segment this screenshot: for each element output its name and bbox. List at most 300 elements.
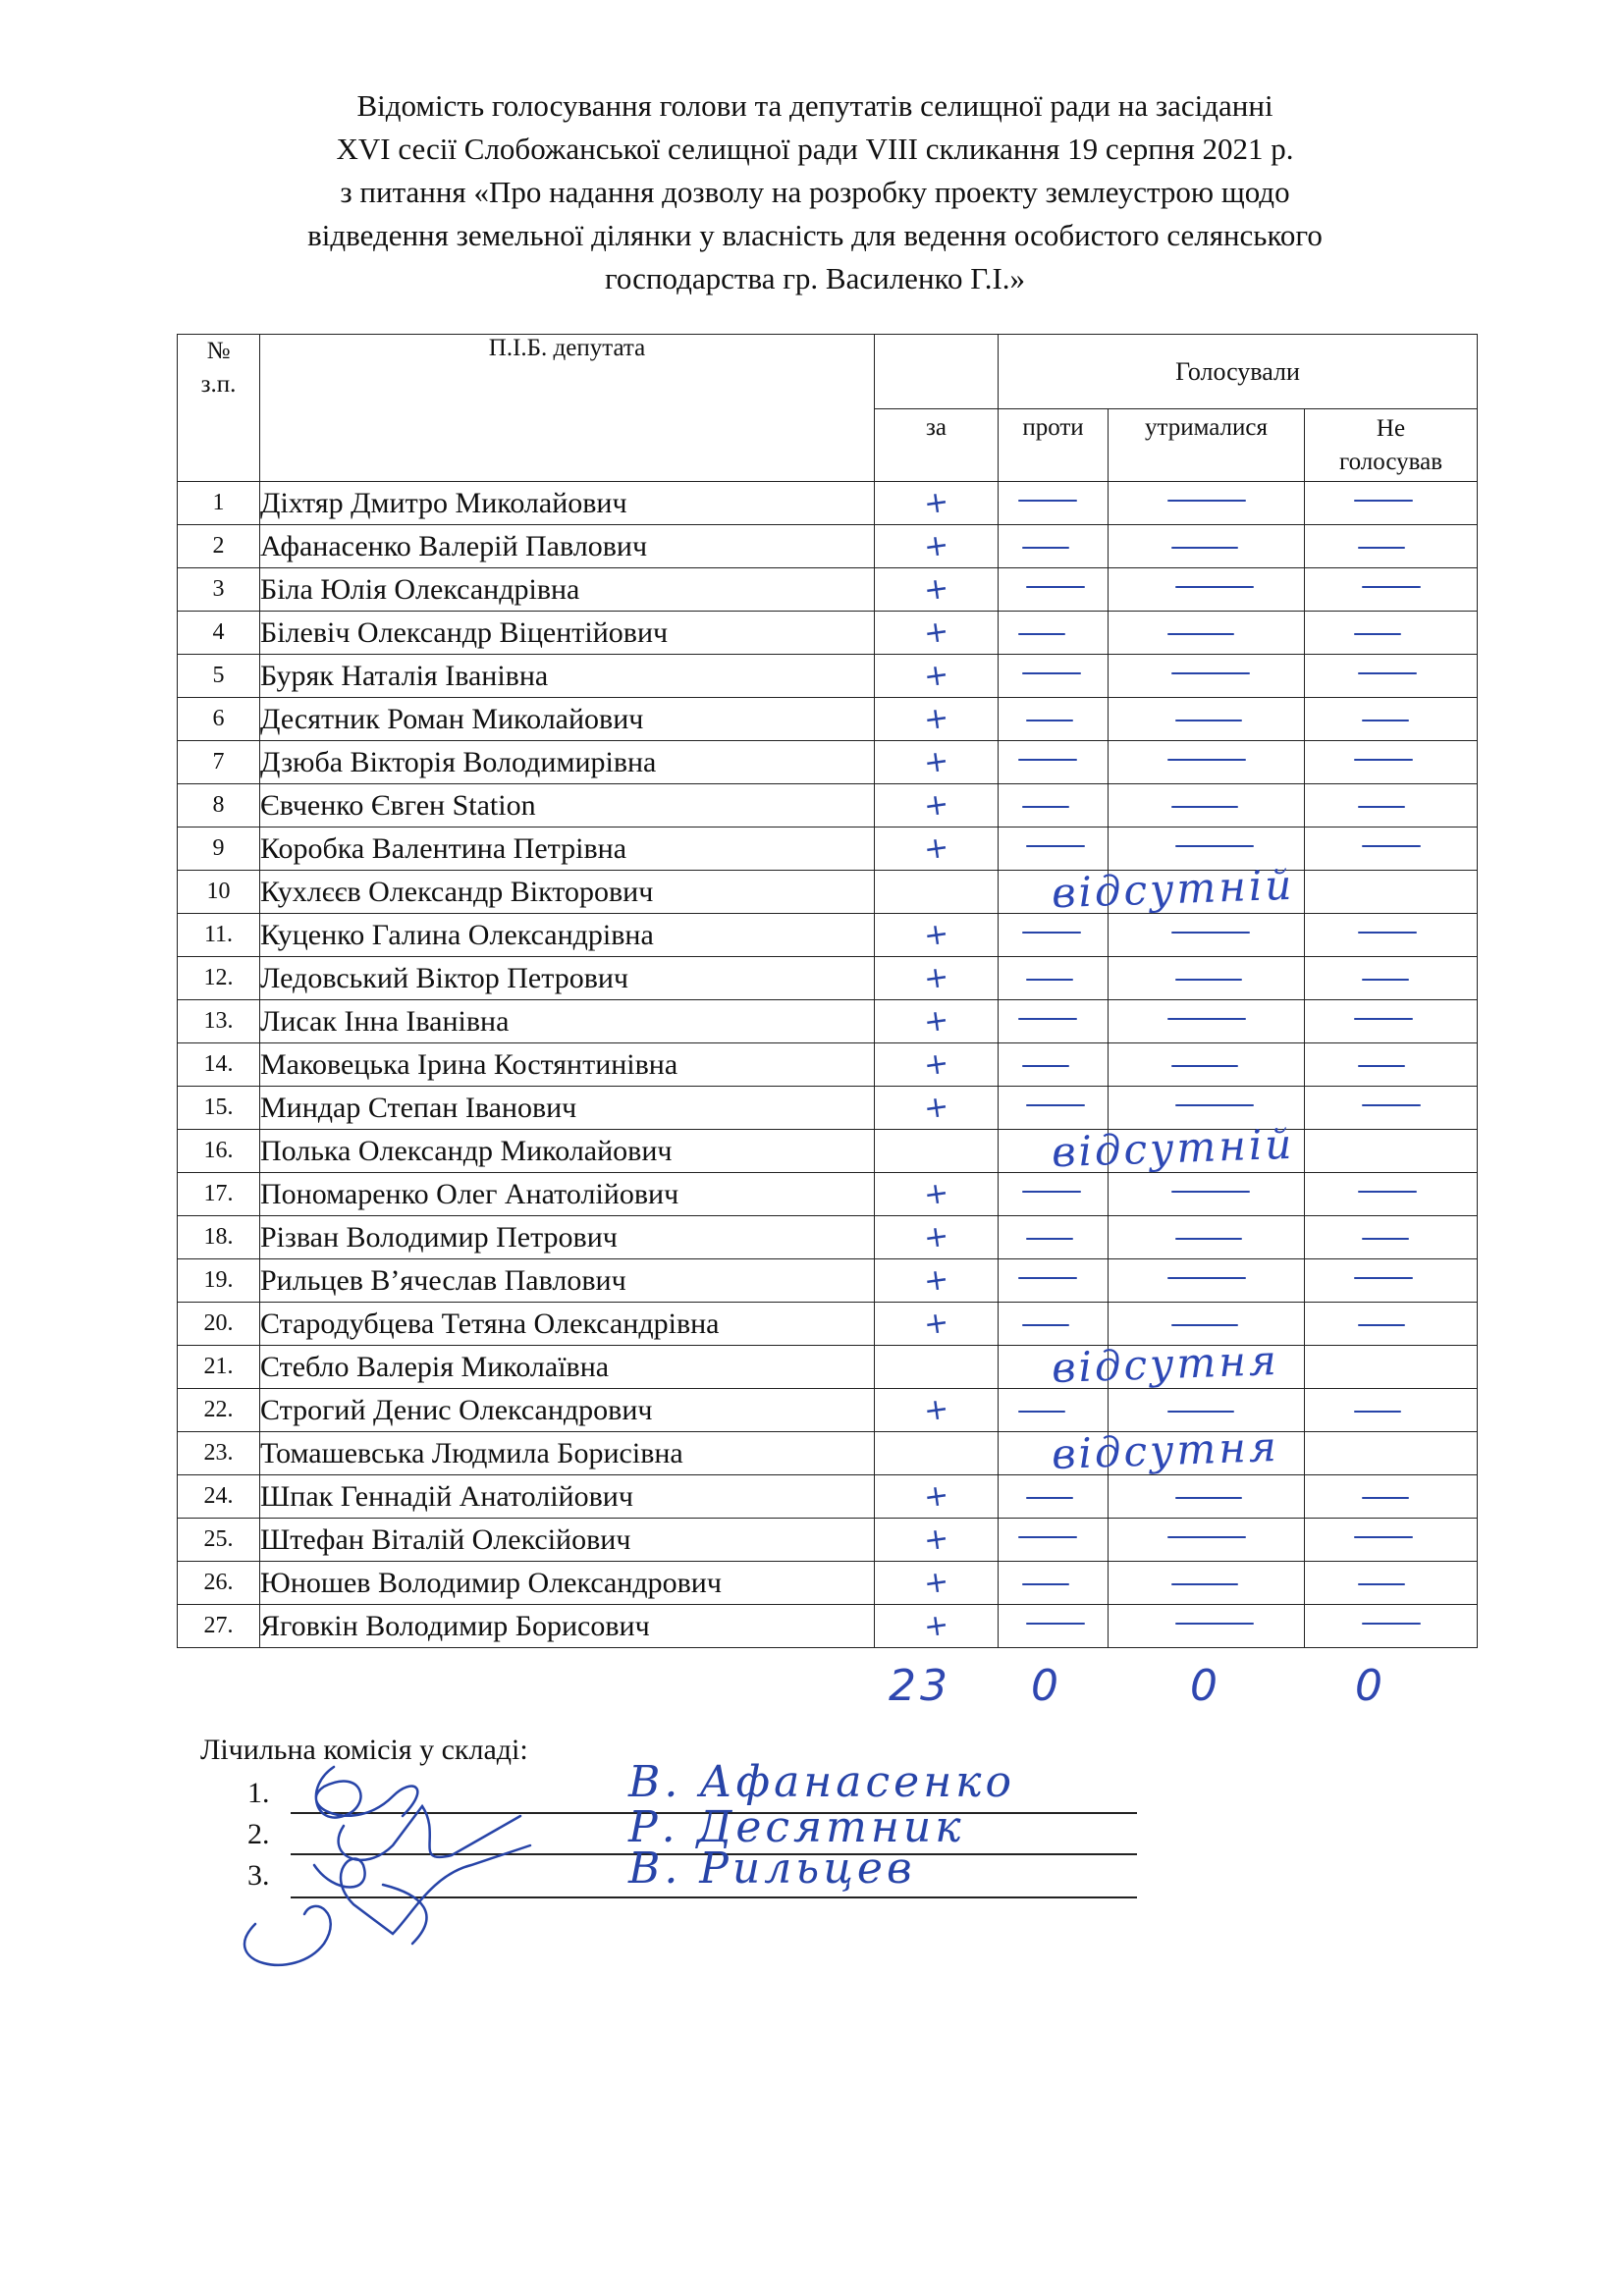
handwritten-signatures bbox=[196, 1747, 628, 1983]
vote-for-cell bbox=[875, 698, 999, 741]
row-number: 11. bbox=[178, 914, 260, 957]
vote-abstained-cell bbox=[1109, 914, 1305, 957]
deputy-name: Яговкін Володимир Борисович bbox=[260, 1605, 875, 1648]
header-not-voted-line2: голосував bbox=[1338, 448, 1443, 475]
vote-for-cell bbox=[875, 1432, 999, 1475]
vote-for-cell bbox=[875, 741, 999, 784]
row-number: 12. bbox=[178, 957, 260, 1000]
vote-against-cell bbox=[999, 525, 1109, 568]
deputy-name: Юношев Володимир Олександрович bbox=[260, 1562, 875, 1605]
vote-dash-mark bbox=[1175, 720, 1242, 721]
vote-plus-mark: + bbox=[921, 1521, 951, 1559]
vote-dash-mark bbox=[1171, 1065, 1238, 1067]
vote-abstained-cell bbox=[1109, 1475, 1305, 1519]
vote-plus-mark: + bbox=[921, 657, 951, 695]
vote-for-cell bbox=[875, 1562, 999, 1605]
vote-against-cell bbox=[999, 828, 1109, 871]
deputy-name: Білевіч Олександр Віцентійович bbox=[260, 612, 875, 655]
vote-abstained-cell bbox=[1109, 1043, 1305, 1087]
vote-against-cell bbox=[999, 1421, 1280, 1479]
vote-against-cell bbox=[999, 1259, 1109, 1303]
title-line-2: XVI сесії Слобожанської селищної ради VIII скликання 19 серпня 2021 р. bbox=[336, 132, 1294, 166]
row-number: 6 bbox=[178, 698, 260, 741]
table-row bbox=[178, 957, 1478, 1000]
vote-abstained-cell bbox=[1109, 1000, 1305, 1043]
total-abstained: 0 bbox=[1190, 1661, 1221, 1711]
vote-abstained-cell bbox=[1109, 655, 1305, 698]
absent-note: відсутній bbox=[1051, 1119, 1296, 1177]
deputy-name: Афанасенко Валерій Павлович bbox=[260, 525, 875, 568]
vote-dash-mark bbox=[1362, 1238, 1409, 1240]
vote-not-voted-cell bbox=[1305, 568, 1478, 612]
vote-dash-mark bbox=[1175, 845, 1254, 847]
vote-against-cell bbox=[999, 1519, 1109, 1562]
vote-for-cell bbox=[875, 1259, 999, 1303]
vote-against-cell bbox=[999, 741, 1109, 784]
vote-plus-mark: + bbox=[921, 959, 951, 997]
vote-dash-mark bbox=[1358, 672, 1417, 674]
row-number: 22. bbox=[178, 1389, 260, 1432]
vote-dash-mark bbox=[1018, 1277, 1077, 1279]
vote-not-voted-cell bbox=[1305, 1216, 1478, 1259]
row-number: 14. bbox=[178, 1043, 260, 1087]
header-number-symbol: № bbox=[206, 338, 231, 364]
table-row bbox=[178, 482, 1478, 525]
vote-for-cell bbox=[875, 1605, 999, 1648]
vote-not-voted-cell bbox=[1305, 1303, 1478, 1346]
vote-abstained-cell bbox=[1109, 871, 1305, 914]
vote-dash-mark bbox=[1022, 1191, 1081, 1193]
vote-not-voted-cell bbox=[1305, 1130, 1478, 1173]
vote-for-cell bbox=[875, 914, 999, 957]
table-row bbox=[178, 1043, 1478, 1087]
vote-for-cell bbox=[875, 1173, 999, 1216]
vote-abstained-cell bbox=[1109, 698, 1305, 741]
vote-not-voted-cell bbox=[1305, 914, 1478, 957]
vote-plus-mark: + bbox=[921, 570, 951, 609]
vote-not-voted-cell bbox=[1305, 1432, 1478, 1475]
vote-plus-mark: + bbox=[921, 1002, 951, 1041]
row-number: 26. bbox=[178, 1562, 260, 1605]
vote-dash-mark bbox=[1362, 586, 1421, 588]
vote-for-cell bbox=[875, 1519, 999, 1562]
header-number-abbr: з.п. bbox=[200, 371, 237, 398]
vote-for-cell bbox=[875, 871, 999, 914]
vote-against-cell bbox=[999, 1087, 1109, 1130]
vote-dash-mark bbox=[1022, 1324, 1069, 1326]
vote-abstained-cell bbox=[1109, 1519, 1305, 1562]
vote-plus-mark: + bbox=[921, 527, 951, 565]
vote-for-cell bbox=[875, 1346, 999, 1389]
vote-not-voted-cell bbox=[1305, 784, 1478, 828]
vote-dash-mark bbox=[1354, 633, 1401, 635]
table-body bbox=[178, 482, 1478, 1648]
table-row bbox=[178, 784, 1478, 828]
vote-plus-mark: + bbox=[921, 1089, 951, 1127]
vote-dash-mark bbox=[1018, 633, 1065, 635]
vote-dash-mark bbox=[1026, 979, 1073, 981]
vote-abstained-cell bbox=[1109, 957, 1305, 1000]
voting-table bbox=[177, 334, 1478, 1648]
committee-member-2: Р. Десятник bbox=[628, 1802, 965, 1852]
vote-abstained-cell bbox=[1109, 1346, 1305, 1389]
vote-for-cell bbox=[875, 1043, 999, 1087]
table-row bbox=[178, 1519, 1478, 1562]
vote-dash-mark bbox=[1167, 1018, 1246, 1020]
vote-against-cell bbox=[999, 1389, 1109, 1432]
committee-number-2: 2. bbox=[247, 1818, 270, 1850]
vote-abstained-cell bbox=[1109, 1605, 1305, 1648]
vote-dash-mark bbox=[1018, 500, 1077, 502]
row-number: 24. bbox=[178, 1475, 260, 1519]
vote-for-cell bbox=[875, 1216, 999, 1259]
title-line-1: Відомість голосування голови та депутатів селищної ради на засіданні bbox=[356, 88, 1273, 123]
vote-not-voted-cell bbox=[1305, 1605, 1478, 1648]
vote-dash-mark bbox=[1026, 720, 1073, 721]
row-number: 8 bbox=[178, 784, 260, 828]
vote-plus-mark: + bbox=[921, 1477, 951, 1516]
table-row bbox=[178, 1562, 1478, 1605]
vote-plus-mark: + bbox=[921, 829, 951, 868]
vote-abstained-cell bbox=[1109, 525, 1305, 568]
vote-dash-mark bbox=[1026, 1497, 1073, 1499]
vote-dash-mark bbox=[1022, 1583, 1069, 1585]
row-number: 25. bbox=[178, 1519, 260, 1562]
vote-dash-mark bbox=[1167, 500, 1246, 502]
deputy-name: Коробка Валентина Петрівна bbox=[260, 828, 875, 871]
vote-dash-mark bbox=[1171, 1191, 1250, 1193]
vote-dash-mark bbox=[1175, 586, 1254, 588]
deputy-name: Стебло Валерія Миколаївна bbox=[260, 1346, 875, 1389]
vote-dash-mark bbox=[1018, 1411, 1065, 1413]
vote-against-cell bbox=[999, 482, 1109, 525]
table-row bbox=[178, 1000, 1478, 1043]
vote-for-cell bbox=[875, 655, 999, 698]
row-number: 9 bbox=[178, 828, 260, 871]
vote-abstained-cell bbox=[1109, 1432, 1305, 1475]
title-line-3: з питання «Про надання дозволу на розробку проекту землеустрою щодо bbox=[340, 175, 1290, 209]
committee-number-3: 3. bbox=[247, 1859, 270, 1892]
header-voted: Голосували bbox=[999, 335, 1478, 409]
deputy-name: Дзюба Вікторія Володимирівна bbox=[260, 741, 875, 784]
vote-dash-mark bbox=[1362, 1104, 1421, 1106]
row-number: 10 bbox=[178, 871, 260, 914]
vote-abstained-cell bbox=[1109, 784, 1305, 828]
vote-abstained-cell bbox=[1109, 612, 1305, 655]
vote-dash-mark bbox=[1354, 1277, 1413, 1279]
vote-not-voted-cell bbox=[1305, 1173, 1478, 1216]
vote-for-cell bbox=[875, 482, 999, 525]
vote-against-cell bbox=[999, 655, 1109, 698]
vote-dash-mark bbox=[1026, 586, 1085, 588]
vote-dash-mark bbox=[1018, 1018, 1077, 1020]
row-number: 2 bbox=[178, 525, 260, 568]
table-row bbox=[178, 1259, 1478, 1303]
row-number: 18. bbox=[178, 1216, 260, 1259]
vote-plus-mark: + bbox=[921, 1305, 951, 1343]
vote-for-cell bbox=[875, 828, 999, 871]
table-row bbox=[178, 1216, 1478, 1259]
vote-dash-mark bbox=[1167, 1277, 1246, 1279]
vote-not-voted-cell bbox=[1305, 957, 1478, 1000]
header-for: за bbox=[875, 409, 999, 482]
vote-for-cell bbox=[875, 1087, 999, 1130]
table-row bbox=[178, 1346, 1478, 1389]
vote-not-voted-cell bbox=[1305, 1562, 1478, 1605]
vote-against-cell bbox=[999, 1335, 1280, 1393]
vote-dash-mark bbox=[1026, 1238, 1073, 1240]
vote-dash-mark bbox=[1167, 1411, 1234, 1413]
deputy-name: Євченко Євген Station bbox=[260, 784, 875, 828]
vote-plus-mark: + bbox=[921, 700, 951, 738]
vote-dash-mark bbox=[1354, 1018, 1413, 1020]
row-number: 1 bbox=[178, 482, 260, 525]
table-row bbox=[178, 525, 1478, 568]
row-number: 15. bbox=[178, 1087, 260, 1130]
table-row bbox=[178, 1432, 1478, 1475]
header-deputy-name: П.І.Б. депутата bbox=[260, 335, 875, 482]
vote-against-cell bbox=[999, 860, 1296, 918]
deputy-name: Полька Олександр Миколайович bbox=[260, 1130, 875, 1173]
vote-for-cell bbox=[875, 957, 999, 1000]
vote-against-cell bbox=[999, 1119, 1296, 1177]
vote-dash-mark bbox=[1362, 1623, 1421, 1625]
vote-dash-mark bbox=[1171, 547, 1238, 549]
deputy-name: Ледовський Віктор Петрович bbox=[260, 957, 875, 1000]
total-not-voted: 0 bbox=[1355, 1661, 1386, 1711]
table-row bbox=[178, 914, 1478, 957]
header-not-voted-line1: Не bbox=[1376, 414, 1406, 442]
deputy-name: Десятник Роман Миколайович bbox=[260, 698, 875, 741]
vote-dash-mark bbox=[1171, 932, 1250, 934]
vote-abstained-cell bbox=[1109, 741, 1305, 784]
deputy-name: Строгий Денис Олександрович bbox=[260, 1389, 875, 1432]
vote-dash-mark bbox=[1167, 1536, 1246, 1538]
vote-dash-mark bbox=[1358, 547, 1405, 549]
deputy-name: Маковецька Ірина Костянтинівна bbox=[260, 1043, 875, 1087]
vote-against-cell bbox=[999, 1216, 1109, 1259]
vote-dash-mark bbox=[1358, 806, 1405, 808]
vote-dash-mark bbox=[1022, 806, 1069, 808]
vote-dash-mark bbox=[1175, 1497, 1242, 1499]
vote-for-cell bbox=[875, 1000, 999, 1043]
vote-plus-mark: + bbox=[921, 916, 951, 954]
vote-not-voted-cell bbox=[1305, 525, 1478, 568]
table-row bbox=[178, 1130, 1478, 1173]
absent-note: відсутній bbox=[1051, 860, 1296, 918]
vote-for-cell bbox=[875, 1130, 999, 1173]
vote-plus-mark: + bbox=[921, 1218, 951, 1256]
table-row bbox=[178, 698, 1478, 741]
vote-not-voted-cell bbox=[1305, 871, 1478, 914]
vote-dash-mark bbox=[1354, 1411, 1401, 1413]
vote-dash-mark bbox=[1358, 1324, 1405, 1326]
vote-dash-mark bbox=[1358, 1191, 1417, 1193]
row-number: 3 bbox=[178, 568, 260, 612]
header-number bbox=[178, 335, 260, 482]
committee-member-1: В. Афанасенко bbox=[628, 1757, 1015, 1807]
vote-abstained-cell bbox=[1109, 1562, 1305, 1605]
table-row bbox=[178, 871, 1478, 914]
vote-plus-mark: + bbox=[921, 484, 951, 522]
vote-dash-mark bbox=[1026, 1623, 1085, 1625]
vote-against-cell bbox=[999, 1605, 1109, 1648]
vote-not-voted-cell bbox=[1305, 1043, 1478, 1087]
vote-against-cell bbox=[999, 1303, 1109, 1346]
deputy-name: Різван Володимир Петрович bbox=[260, 1216, 875, 1259]
vote-dash-mark bbox=[1362, 979, 1409, 981]
vote-dash-mark bbox=[1354, 1536, 1413, 1538]
vote-against-cell bbox=[999, 698, 1109, 741]
deputy-name: Лисак Інна Іванівна bbox=[260, 1000, 875, 1043]
header-abstained: утрималися bbox=[1109, 409, 1305, 482]
vote-for-cell bbox=[875, 568, 999, 612]
vote-not-voted-cell bbox=[1305, 741, 1478, 784]
row-number: 23. bbox=[178, 1432, 260, 1475]
vote-not-voted-cell bbox=[1305, 1475, 1478, 1519]
vote-not-voted-cell bbox=[1305, 655, 1478, 698]
vote-for-cell bbox=[875, 1389, 999, 1432]
vote-for-cell bbox=[875, 784, 999, 828]
vote-dash-mark bbox=[1171, 1583, 1238, 1585]
vote-plus-mark: + bbox=[921, 1391, 951, 1429]
vote-not-voted-cell bbox=[1305, 1389, 1478, 1432]
total-against: 0 bbox=[1031, 1661, 1062, 1711]
vote-abstained-cell bbox=[1109, 1216, 1305, 1259]
total-for: 23 bbox=[889, 1661, 951, 1711]
deputy-name: Куценко Галина Олександрівна bbox=[260, 914, 875, 957]
vote-dash-mark bbox=[1358, 1583, 1405, 1585]
row-number: 16. bbox=[178, 1130, 260, 1173]
table-row bbox=[178, 568, 1478, 612]
deputy-name: Буряк Наталія Іванівна bbox=[260, 655, 875, 698]
vote-not-voted-cell bbox=[1305, 482, 1478, 525]
document-title bbox=[147, 84, 1483, 300]
table-row bbox=[178, 1389, 1478, 1432]
vote-not-voted-cell bbox=[1305, 1519, 1478, 1562]
vote-dash-mark bbox=[1175, 1623, 1254, 1625]
table-row bbox=[178, 741, 1478, 784]
vote-not-voted-cell bbox=[1305, 1346, 1478, 1389]
vote-dash-mark bbox=[1018, 1536, 1077, 1538]
deputy-name: Рильцев В’ячеслав Павлович bbox=[260, 1259, 875, 1303]
vote-dash-mark bbox=[1167, 633, 1234, 635]
vote-dash-mark bbox=[1354, 500, 1413, 502]
absent-note: відсутня bbox=[1051, 1421, 1280, 1479]
vote-plus-mark: + bbox=[921, 743, 951, 781]
vote-against-cell bbox=[999, 1475, 1109, 1519]
vote-abstained-cell bbox=[1109, 568, 1305, 612]
row-number: 5 bbox=[178, 655, 260, 698]
vote-dash-mark bbox=[1175, 1104, 1254, 1106]
vote-for-cell bbox=[875, 1303, 999, 1346]
table-row bbox=[178, 1303, 1478, 1346]
vote-not-voted-cell bbox=[1305, 1259, 1478, 1303]
row-number: 27. bbox=[178, 1605, 260, 1648]
deputy-name: Томашевська Людмила Борисівна bbox=[260, 1432, 875, 1475]
vote-dash-mark bbox=[1362, 1497, 1409, 1499]
vote-dash-mark bbox=[1018, 759, 1077, 761]
row-number: 17. bbox=[178, 1173, 260, 1216]
vote-not-voted-cell bbox=[1305, 612, 1478, 655]
deputy-name: Діхтяр Дмитро Миколайович bbox=[260, 482, 875, 525]
vote-plus-mark: + bbox=[921, 1045, 951, 1084]
vote-not-voted-cell bbox=[1305, 1000, 1478, 1043]
vote-dash-mark bbox=[1175, 979, 1242, 981]
deputy-name: Шпак Геннадій Анатолійович bbox=[260, 1475, 875, 1519]
vote-dash-mark bbox=[1171, 672, 1250, 674]
vote-dash-mark bbox=[1171, 806, 1238, 808]
table-row bbox=[178, 1173, 1478, 1216]
vote-dash-mark bbox=[1354, 759, 1413, 761]
vote-dash-mark bbox=[1026, 845, 1085, 847]
vote-dash-mark bbox=[1022, 547, 1069, 549]
row-number: 4 bbox=[178, 612, 260, 655]
vote-plus-mark: + bbox=[921, 1564, 951, 1602]
vote-plus-mark: + bbox=[921, 1175, 951, 1213]
vote-not-voted-cell bbox=[1305, 1087, 1478, 1130]
vote-for-cell bbox=[875, 525, 999, 568]
vote-dash-mark bbox=[1362, 845, 1421, 847]
vote-against-cell bbox=[999, 784, 1109, 828]
row-number: 7 bbox=[178, 741, 260, 784]
vote-against-cell bbox=[999, 957, 1109, 1000]
vote-abstained-cell bbox=[1109, 482, 1305, 525]
vote-against-cell bbox=[999, 914, 1109, 957]
vote-dash-mark bbox=[1358, 932, 1417, 934]
deputy-name: Миндар Степан Іванович bbox=[260, 1087, 875, 1130]
vote-dash-mark bbox=[1026, 1104, 1085, 1106]
vote-plus-mark: + bbox=[921, 1261, 951, 1300]
row-number: 19. bbox=[178, 1259, 260, 1303]
table-row bbox=[178, 655, 1478, 698]
row-number: 21. bbox=[178, 1346, 260, 1389]
deputy-name: Стародубцева Тетяна Олександрівна bbox=[260, 1303, 875, 1346]
vote-dash-mark bbox=[1358, 1065, 1405, 1067]
vote-dash-mark bbox=[1022, 1065, 1069, 1067]
vote-against-cell bbox=[999, 1562, 1109, 1605]
table-row bbox=[178, 1475, 1478, 1519]
deputy-name: Кухлєєв Олександр Вікторович bbox=[260, 871, 875, 914]
vote-against-cell bbox=[999, 1173, 1109, 1216]
vote-totals bbox=[0, 1661, 1624, 1720]
vote-not-voted-cell bbox=[1305, 828, 1478, 871]
committee-member-3: В. Рильцев bbox=[628, 1843, 916, 1894]
vote-dash-mark bbox=[1022, 672, 1081, 674]
header-blank bbox=[875, 335, 999, 409]
header-against: проти bbox=[999, 409, 1109, 482]
vote-plus-mark: + bbox=[921, 1607, 951, 1645]
deputy-name: Біла Юлія Олександрівна bbox=[260, 568, 875, 612]
deputy-name: Штефан Віталій Олексійович bbox=[260, 1519, 875, 1562]
vote-for-cell bbox=[875, 612, 999, 655]
vote-abstained-cell bbox=[1109, 1173, 1305, 1216]
vote-not-voted-cell bbox=[1305, 698, 1478, 741]
header-not-voted bbox=[1305, 409, 1478, 482]
vote-dash-mark bbox=[1167, 759, 1246, 761]
vote-dash-mark bbox=[1362, 720, 1409, 721]
vote-dash-mark bbox=[1175, 1238, 1242, 1240]
absent-note: відсутня bbox=[1051, 1335, 1280, 1393]
row-number: 13. bbox=[178, 1000, 260, 1043]
vote-for-cell bbox=[875, 1475, 999, 1519]
vote-against-cell bbox=[999, 568, 1109, 612]
vote-against-cell bbox=[999, 612, 1109, 655]
row-number: 20. bbox=[178, 1303, 260, 1346]
table-row bbox=[178, 612, 1478, 655]
table-row bbox=[178, 1605, 1478, 1648]
vote-abstained-cell bbox=[1109, 1130, 1305, 1173]
